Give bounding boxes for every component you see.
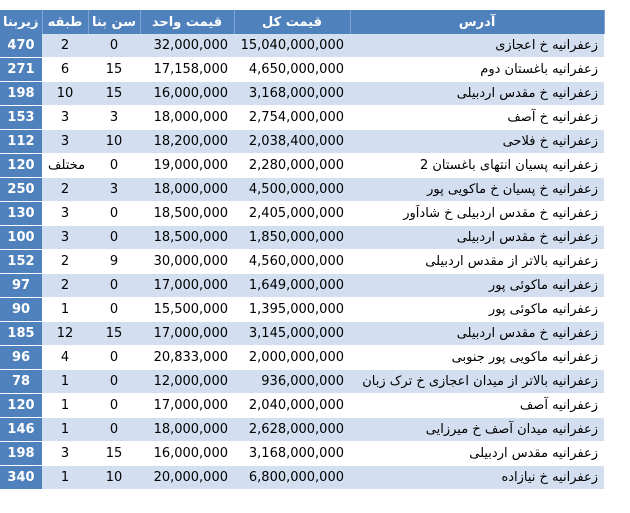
- cell-floor: 1: [42, 418, 88, 442]
- cell-address: زعفرانیه خ مقدس اردبیلی: [350, 226, 604, 250]
- table-row: [0, 58, 604, 82]
- cell-area: 97: [0, 274, 42, 298]
- cell-age: 10: [88, 466, 140, 490]
- cell-unit-price: 18,000,000: [140, 178, 234, 202]
- cell-address: زعفرانیه مقدس اردبیلی: [350, 442, 604, 466]
- cell-floor: 3: [42, 130, 88, 154]
- cell-total-price: 3,145,000,000: [234, 322, 350, 346]
- cell-age: 0: [88, 346, 140, 370]
- cell-area: 340: [0, 466, 42, 490]
- cell-address: زعفرانیه بالاتر از مقدس اردبیلی: [350, 250, 604, 274]
- header-total-price: قیمت کل: [234, 10, 350, 34]
- cell-floor: 1: [42, 370, 88, 394]
- header-row: [0, 10, 604, 34]
- cell-unit-price: 32,000,000: [140, 34, 234, 58]
- cell-total-price: 15,040,000,000: [234, 34, 350, 58]
- cell-floor: 1: [42, 394, 88, 418]
- cell-unit-price: 15,500,000: [140, 298, 234, 322]
- cell-unit-price: 18,000,000: [140, 418, 234, 442]
- cell-area: 112: [0, 130, 42, 154]
- cell-floor: 3: [42, 202, 88, 226]
- table-row: [0, 394, 604, 418]
- cell-unit-price: 18,200,000: [140, 130, 234, 154]
- cell-area: 470: [0, 34, 42, 58]
- cell-age: 0: [88, 154, 140, 178]
- cell-unit-price: 17,158,000: [140, 58, 234, 82]
- cell-floor: 2: [42, 34, 88, 58]
- cell-age: 15: [88, 322, 140, 346]
- table-row: [0, 346, 604, 370]
- cell-total-price: 2,040,000,000: [234, 394, 350, 418]
- table-row: [0, 178, 604, 202]
- cell-address: زعفرانیه خ مقدس اردبیلی خ شاداَور: [350, 202, 604, 226]
- cell-floor: 3: [42, 442, 88, 466]
- table-row: [0, 442, 604, 466]
- cell-total-price: 2,405,000,000: [234, 202, 350, 226]
- cell-address: زعفرانیه خ مقدس اردبیلی: [350, 322, 604, 346]
- cell-area: 198: [0, 82, 42, 106]
- cell-total-price: 1,649,000,000: [234, 274, 350, 298]
- header-unit-price: قیمت واحد: [140, 10, 234, 34]
- cell-total-price: 3,168,000,000: [234, 82, 350, 106]
- cell-total-price: 1,850,000,000: [234, 226, 350, 250]
- cell-floor: 2: [42, 250, 88, 274]
- cell-total-price: 4,650,000,000: [234, 58, 350, 82]
- cell-age: 0: [88, 202, 140, 226]
- cell-area: 198: [0, 442, 42, 466]
- cell-address: زعفرانیه بالاتر از میدان اعجازی خ ترک زبان: [350, 370, 604, 394]
- cell-area: 120: [0, 154, 42, 178]
- table-row: [0, 154, 604, 178]
- cell-address: زعفرانیه ماکوئی پور: [350, 274, 604, 298]
- cell-total-price: 3,168,000,000: [234, 442, 350, 466]
- cell-area: 250: [0, 178, 42, 202]
- cell-area: 96: [0, 346, 42, 370]
- cell-age: 15: [88, 82, 140, 106]
- table-row: [0, 226, 604, 250]
- cell-age: 9: [88, 250, 140, 274]
- table-row: [0, 418, 604, 442]
- cell-address: زعفرانیه پسیان انتهای باغستان 2: [350, 154, 604, 178]
- header-address: آدرس: [350, 10, 604, 34]
- cell-unit-price: 30,000,000: [140, 250, 234, 274]
- cell-floor: 2: [42, 178, 88, 202]
- cell-address: زعفرانیه خ فلاحی: [350, 130, 604, 154]
- cell-floor: 12: [42, 322, 88, 346]
- cell-area: 100: [0, 226, 42, 250]
- cell-age: 3: [88, 178, 140, 202]
- cell-unit-price: 20,000,000: [140, 466, 234, 490]
- table-row: [0, 82, 604, 106]
- cell-address: زعفرانیه خ مقدس اردبیلی: [350, 82, 604, 106]
- cell-area: 78: [0, 370, 42, 394]
- cell-floor: 10: [42, 82, 88, 106]
- cell-address: زعفرانیه خ آصف: [350, 106, 604, 130]
- cell-address: زعفرانیه خ اعجازی: [350, 34, 604, 58]
- cell-floor: 2: [42, 274, 88, 298]
- cell-unit-price: 18,500,000: [140, 202, 234, 226]
- cell-total-price: 2,038,400,000: [234, 130, 350, 154]
- cell-floor: 3: [42, 226, 88, 250]
- cell-age: 0: [88, 274, 140, 298]
- cell-unit-price: 19,000,000: [140, 154, 234, 178]
- cell-area: 271: [0, 58, 42, 82]
- cell-total-price: 2,754,000,000: [234, 106, 350, 130]
- cell-age: 10: [88, 130, 140, 154]
- cell-floor: مختلف: [42, 154, 88, 178]
- cell-age: 0: [88, 34, 140, 58]
- cell-address: زعفرانیه میدان آصف خ میرزایی: [350, 418, 604, 442]
- cell-unit-price: 16,000,000: [140, 442, 234, 466]
- cell-floor: 1: [42, 298, 88, 322]
- cell-area: 90: [0, 298, 42, 322]
- cell-total-price: 1,395,000,000: [234, 298, 350, 322]
- table-body: [0, 34, 604, 490]
- cell-unit-price: 17,000,000: [140, 322, 234, 346]
- table-row: [0, 370, 604, 394]
- table-row: [0, 130, 604, 154]
- table-row: [0, 466, 604, 490]
- cell-area: 185: [0, 322, 42, 346]
- price-table: [0, 10, 605, 490]
- cell-unit-price: 17,000,000: [140, 394, 234, 418]
- cell-floor: 1: [42, 466, 88, 490]
- cell-age: 0: [88, 394, 140, 418]
- cell-age: 15: [88, 442, 140, 466]
- cell-floor: 6: [42, 58, 88, 82]
- header-age: سن بنا: [88, 10, 140, 34]
- cell-area: 120: [0, 394, 42, 418]
- cell-address: زعفرانیه خ نیازاده: [350, 466, 604, 490]
- cell-total-price: 4,500,000,000: [234, 178, 350, 202]
- table-row: [0, 106, 604, 130]
- cell-address: زعفرانیه ماکوئی پور: [350, 298, 604, 322]
- table-row: [0, 250, 604, 274]
- header-floor: طبقه: [42, 10, 88, 34]
- cell-total-price: 936,000,000: [234, 370, 350, 394]
- cell-area: 130: [0, 202, 42, 226]
- cell-address: زعفرانیه خ پسیان خ ماکویی پور: [350, 178, 604, 202]
- cell-address: زعفرانیه ماکویی پور جنوبی: [350, 346, 604, 370]
- cell-total-price: 2,000,000,000: [234, 346, 350, 370]
- cell-age: 0: [88, 418, 140, 442]
- cell-area: 152: [0, 250, 42, 274]
- cell-area: 153: [0, 106, 42, 130]
- table-row: [0, 322, 604, 346]
- cell-address: زعفرانیه آصف: [350, 394, 604, 418]
- cell-age: 0: [88, 370, 140, 394]
- cell-unit-price: 12,000,000: [140, 370, 234, 394]
- cell-age: 15: [88, 58, 140, 82]
- cell-floor: 4: [42, 346, 88, 370]
- cell-unit-price: 20,833,000: [140, 346, 234, 370]
- cell-address: زعفرانیه باغستان دوم: [350, 58, 604, 82]
- cell-floor: 3: [42, 106, 88, 130]
- listing-table-container: [0, 10, 604, 490]
- cell-unit-price: 16,000,000: [140, 82, 234, 106]
- cell-age: 0: [88, 298, 140, 322]
- cell-total-price: 2,280,000,000: [234, 154, 350, 178]
- cell-total-price: 6,800,000,000: [234, 466, 350, 490]
- table-row: [0, 274, 604, 298]
- cell-age: 3: [88, 106, 140, 130]
- cell-total-price: 2,628,000,000: [234, 418, 350, 442]
- table-row: [0, 298, 604, 322]
- cell-unit-price: 17,000,000: [140, 274, 234, 298]
- cell-area: 146: [0, 418, 42, 442]
- cell-total-price: 4,560,000,000: [234, 250, 350, 274]
- table-row: [0, 34, 604, 58]
- table-row: [0, 202, 604, 226]
- cell-unit-price: 18,500,000: [140, 226, 234, 250]
- header-area: زیربنا: [0, 10, 42, 34]
- cell-unit-price: 18,000,000: [140, 106, 234, 130]
- cell-age: 0: [88, 226, 140, 250]
